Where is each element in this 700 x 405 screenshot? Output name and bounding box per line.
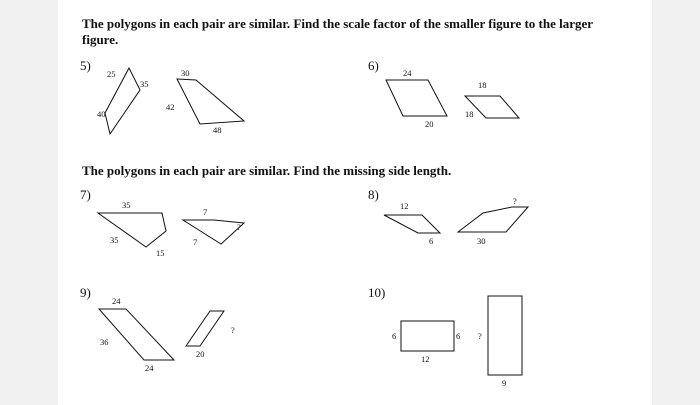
problem-10-figures [392, 296, 522, 388]
p5-large-quadrilateral [177, 79, 244, 124]
p5-label: 48 [213, 125, 222, 135]
p6-label: 18 [478, 80, 487, 90]
p7-label: 35 [122, 200, 131, 210]
p7-label: 15 [156, 248, 165, 258]
p6-large-parallelogram [386, 80, 447, 116]
p8-large-polygon [458, 207, 528, 232]
p7-label: ? [237, 222, 241, 232]
instruction-missing-side: The polygons in each pair are similar. Find the missing side length. [82, 163, 452, 178]
p8-label: 6 [429, 236, 434, 246]
instruction-scale-factor: The polygons in each pair are similar. Find the scale factor of the smaller figure to the larger figure. [82, 16, 593, 47]
problem-9-number: 9) [80, 285, 91, 300]
p5-label: 25 [107, 69, 116, 79]
problem-6-figures [386, 68, 519, 129]
p9-small-parallelogram [186, 311, 224, 346]
p6-label: 20 [425, 119, 434, 129]
p5-label: 35 [140, 79, 149, 89]
problem-7-figures [98, 200, 244, 258]
problem-8-figures [384, 196, 528, 246]
p10-label: 6 [456, 331, 461, 341]
p9-label: ? [231, 325, 235, 335]
problem-9-figures [99, 296, 235, 373]
p8-label: ? [513, 196, 517, 206]
p10-label: 12 [421, 354, 430, 364]
p10-label: 9 [502, 378, 507, 388]
p10-small-rectangle [401, 321, 454, 351]
problem-5-number: 5) [80, 58, 91, 73]
problem-7-number: 7) [80, 187, 91, 202]
p5-label: 40 [97, 109, 106, 119]
p5-label: 42 [166, 102, 175, 112]
p9-large-parallelogram [99, 309, 174, 360]
problem-6-number: 6) [368, 58, 379, 73]
p9-label: 24 [145, 363, 154, 373]
problem-8-number: 8) [368, 187, 379, 202]
problem-5-figures [97, 68, 244, 135]
p5-label: 30 [181, 68, 190, 78]
p6-label: 24 [403, 68, 412, 78]
p7-large-quadrilateral [98, 213, 166, 247]
p9-label: 20 [196, 349, 205, 359]
p8-small-quadrilateral [384, 215, 440, 233]
p7-label: 7 [203, 207, 208, 217]
problem-10-number: 10) [368, 285, 386, 300]
p8-label: 12 [400, 201, 409, 211]
p9-label: 24 [112, 296, 121, 306]
p7-label: 35 [110, 235, 119, 245]
p10-label: 6 [392, 331, 397, 341]
p6-label: 18 [465, 109, 474, 119]
p10-large-rectangle [488, 296, 522, 375]
p7-label: 7 [193, 237, 198, 247]
p9-label: 36 [100, 337, 109, 347]
p10-label: ? [478, 331, 482, 341]
p8-label: 30 [477, 236, 486, 246]
